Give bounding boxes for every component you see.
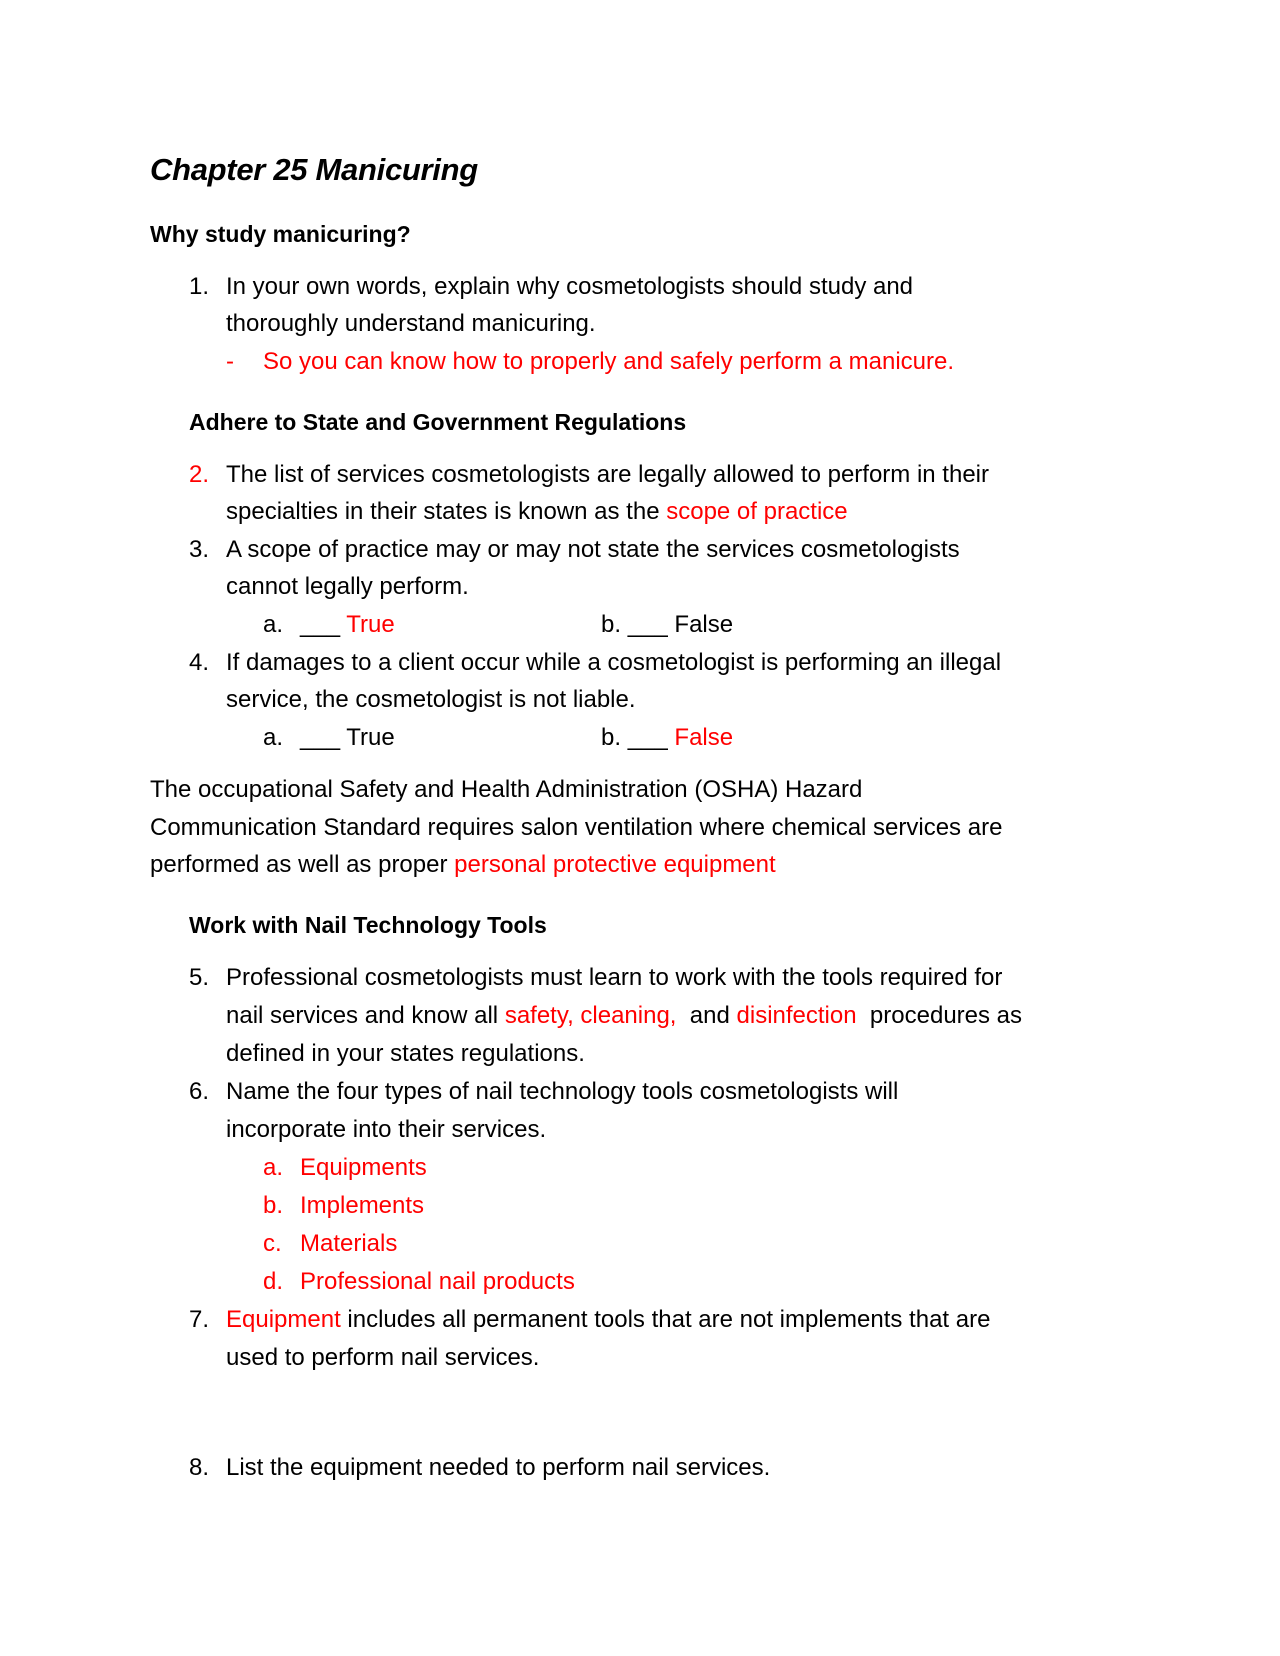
- answer-text: disinfection: [736, 1002, 857, 1029]
- question-5-line3: defined in your states regulations.: [226, 1040, 585, 1067]
- question-4-line1: 4. If damages to a client occur while a cosmetologist is performing an illegal: [189, 649, 1002, 676]
- question-6-answer-d: d. Professional nail products: [263, 1268, 575, 1295]
- answer-text: Equipment: [226, 1306, 341, 1333]
- question-3-line2: cannot legally perform.: [226, 573, 469, 600]
- question-2-line2: specialties in their states is known as the scope of practice: [226, 498, 848, 525]
- osha-paragraph-line1: The occupational Safety and Health Administration (OSHA) Hazard: [150, 776, 863, 803]
- question-6-line2: incorporate into their services.: [226, 1116, 547, 1143]
- answer-text: True: [346, 611, 395, 638]
- question-3-line1: 3. A scope of practice may or may not state the services cosmetologists: [189, 536, 960, 563]
- question-number: 8.: [189, 1454, 210, 1481]
- section-heading-why: Why study manicuring?: [150, 221, 411, 247]
- question-number: 7.: [189, 1306, 210, 1333]
- answer-text: safety, cleaning,: [504, 1002, 677, 1029]
- question-7-line2: used to perform nail services.: [226, 1344, 540, 1371]
- question-number: 2.: [189, 461, 210, 488]
- question-1-line2: thoroughly understand manicuring.: [226, 310, 596, 337]
- osha-paragraph-line3: performed as well as proper personal protective equipment: [150, 851, 776, 878]
- section-heading-regulations: Adhere to State and Government Regulations: [189, 409, 687, 435]
- osha-paragraph-line2: Communication Standard requires salon ventilation where chemical services are: [150, 814, 1003, 841]
- question-6-answer-b: b. Implements: [263, 1192, 425, 1219]
- section-heading-tools: Work with Nail Technology Tools: [189, 912, 547, 938]
- question-8-line1: 8. List the equipment needed to perform nail services.: [189, 1454, 771, 1481]
- question-3-option-b: b. ___ False: [601, 611, 734, 638]
- question-number: 1.: [189, 273, 210, 300]
- question-7-line1: 7. Equipment includes all permanent tools that are not implements that are: [189, 1306, 991, 1333]
- question-4-option-b: b. ___ False: [601, 724, 734, 751]
- question-6-answer-a: a. Equipments: [263, 1154, 427, 1181]
- question-4-option-a: a. ___ True: [263, 724, 395, 751]
- answer-text: False: [674, 724, 734, 751]
- question-3-option-a: a. ___ True: [263, 611, 395, 638]
- question-6-line1: 6. Name the four types of nail technology tools cosmetologists will: [189, 1078, 899, 1105]
- question-number: 6.: [189, 1078, 210, 1105]
- question-number: 5.: [189, 964, 210, 991]
- question-5-line2: nail services and know all safety, cleaning, and disinfection procedures as: [226, 1002, 1023, 1029]
- question-2-line1: 2. The list of services cosmetologists are legally allowed to perform in their: [189, 461, 989, 488]
- question-5-line1: 5. Professional cosmetologists must learn to work with the tools required for: [189, 964, 1003, 991]
- answer-text: personal protective equipment: [454, 851, 776, 878]
- question-4-line2: service, the cosmetologist is not liable.: [226, 686, 636, 713]
- answer-text: scope of practice: [666, 498, 848, 525]
- question-1-answer: - So you can know how to properly and safely perform a manicure.: [226, 348, 955, 375]
- page-title: Chapter 25 Manicuring: [150, 152, 478, 187]
- question-6-answer-c: c. Materials: [263, 1230, 398, 1257]
- question-number: 3.: [189, 536, 210, 563]
- question-1-line1: 1. In your own words, explain why cosmetologists should study and: [189, 273, 914, 300]
- question-number: 4.: [189, 649, 210, 676]
